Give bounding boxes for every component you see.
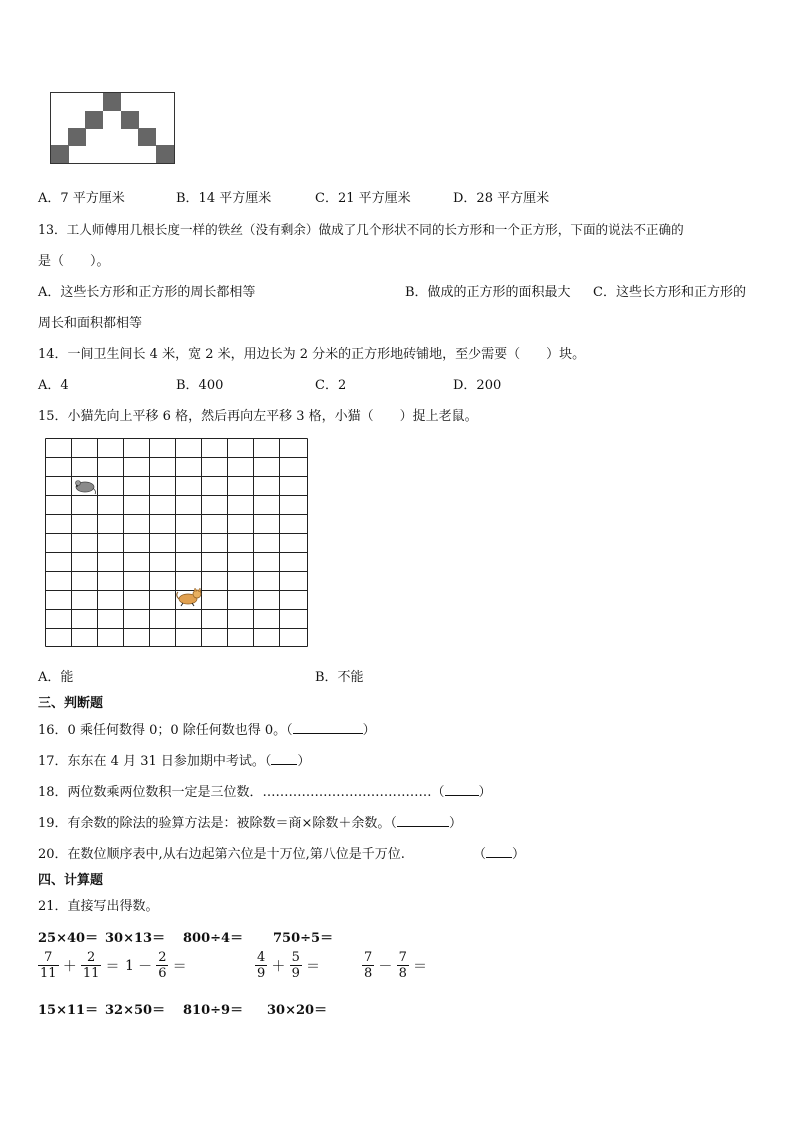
fraction — [255, 950, 267, 981]
operator: － — [138, 958, 153, 975]
q16-answer-blank[interactable] — [293, 721, 363, 734]
numerator: 7 — [364, 950, 373, 965]
q19-item — [38, 812, 462, 831]
q18-text: 18．两位数乘两位数积一定是三位数．…………………………………（ — [38, 785, 445, 800]
movement-grid — [45, 438, 309, 648]
q20-answer — [473, 843, 525, 862]
equals-sign: ＝ — [305, 958, 320, 975]
q14-option-a[interactable]: A．4 — [38, 378, 69, 393]
mouse-icon — [76, 481, 96, 495]
calc-item: 750÷5＝ — [273, 931, 334, 946]
calc-item: 800÷4＝ — [183, 931, 244, 946]
q17-close-paren: ） — [297, 754, 311, 769]
q20-text: 20．在数位顺序表中,从右边起第六位是十万位,第八位是千万位. — [38, 847, 405, 862]
fraction-expression-4 — [362, 950, 427, 981]
q14-option-d[interactable]: D．200 — [453, 378, 502, 393]
q15-option-a[interactable]: A．能 — [38, 670, 74, 685]
denominator: 6 — [158, 966, 167, 981]
q13-stem-line2: 是（ ）。 — [38, 254, 110, 269]
numerator: 4 — [257, 950, 266, 965]
equals-sign: ＝ — [412, 958, 427, 975]
denominator: 8 — [398, 966, 407, 981]
q20-open-paren: （ — [473, 847, 487, 862]
denominator: 9 — [257, 966, 266, 981]
q18-answer-blank[interactable] — [445, 783, 479, 796]
fraction — [38, 950, 59, 981]
shaded-square — [103, 93, 121, 111]
fraction — [362, 950, 374, 981]
calc-item: 15×11＝ — [38, 1003, 99, 1018]
operator: ＋ — [62, 958, 77, 975]
q16-item — [38, 719, 376, 738]
denominator: 11 — [82, 966, 100, 981]
calc-item: 25×40＝ — [38, 931, 99, 946]
calc-item: 810÷9＝ — [183, 1003, 244, 1018]
numerator: 7 — [38, 950, 59, 966]
q12-option-a[interactable]: A．7 平方厘米 — [38, 191, 125, 206]
q14-option-c[interactable]: C．2 — [315, 378, 347, 393]
q13-option-c[interactable]: C．这些长方形和正方形的 — [593, 285, 746, 300]
numerator: 2 — [158, 950, 167, 965]
q20-item — [38, 843, 405, 862]
q19-answer-blank[interactable] — [397, 814, 449, 827]
staircase-squares-figure — [50, 92, 175, 164]
q13-option-a[interactable]: A．这些长方形和正方形的周长都相等 — [38, 285, 256, 300]
shaded-square — [121, 111, 139, 129]
q15-stem: 15．小猫先向上平移 6 格，然后再向左平移 3 格，小猫（ ）捉上老鼠。 — [38, 409, 478, 424]
section-3-title: 三、判断题 — [38, 696, 104, 711]
q21-stem: 21．直接写出得数。 — [38, 899, 159, 914]
numerator: 5 — [291, 950, 300, 965]
equals-sign: ＝ — [105, 958, 120, 975]
shaded-square — [138, 128, 156, 146]
q18-close-paren: ） — [478, 785, 492, 800]
q13-stem-line1: 13．工人师傅用几根长度一样的铁丝（没有剩余）做成了几个形状不同的长方形和一个正方形，下面的说法不正确的 — [38, 222, 684, 237]
fraction-expression-3 — [255, 950, 320, 981]
shaded-square — [68, 128, 86, 146]
fraction — [156, 950, 168, 981]
denominator: 11 — [40, 966, 57, 981]
q13-option-c-continued: 周长和面积都相等 — [38, 316, 143, 331]
calc-item: 32×50＝ — [105, 1003, 166, 1018]
q15-option-b[interactable]: B．不能 — [315, 670, 364, 685]
fraction — [397, 950, 409, 981]
calc-item: 30×20＝ — [267, 1003, 328, 1018]
q14-option-b[interactable]: B．400 — [176, 378, 224, 393]
q14-stem: 14．一间卫生间长 4 米，宽 2 米，用边长为 2 分米的正方形地砖铺地，至少需要（ ）块。 — [38, 347, 586, 362]
numerator: 7 — [398, 950, 407, 965]
q17-text: 17．东东在 4 月 31 日参加期中考试。（ — [38, 754, 272, 769]
denominator: 9 — [291, 966, 300, 981]
q12-option-d[interactable]: D．28 平方厘米 — [453, 191, 550, 206]
fraction-expression-1 — [38, 950, 120, 981]
q17-answer-blank[interactable] — [271, 752, 297, 765]
shaded-square — [156, 145, 174, 163]
q19-text: 19．有余数的除法的验算方法是：被除数＝商×除数＋余数。（ — [38, 816, 397, 831]
denominator: 8 — [364, 966, 373, 981]
shaded-square — [85, 111, 103, 129]
whole-number: 1 — [125, 957, 134, 974]
q16-close-paren: ） — [362, 723, 376, 738]
grid-lines — [46, 439, 308, 647]
q17-item — [38, 750, 310, 769]
q18-item — [38, 781, 492, 800]
operator: ＋ — [271, 958, 286, 975]
numerator: 2 — [81, 950, 102, 966]
section-4-title: 四、计算题 — [38, 873, 104, 888]
q12-option-b[interactable]: B．14 平方厘米 — [176, 191, 272, 206]
q20-close-paren: ） — [512, 847, 526, 862]
q12-option-c[interactable]: C．21 平方厘米 — [315, 191, 411, 206]
equals-sign: ＝ — [172, 958, 187, 975]
q20-answer-blank[interactable] — [486, 845, 512, 858]
q19-close-paren: ） — [448, 816, 462, 831]
operator: － — [378, 958, 393, 975]
calc-item: 30×13＝ — [105, 931, 166, 946]
shaded-square — [51, 145, 69, 163]
q16-text: 16．0 乘任何数得 0；0 除任何数也得 0。（ — [38, 723, 293, 738]
q13-option-b[interactable]: B．做成的正方形的面积最大 — [405, 285, 571, 300]
fraction-expression-2 — [125, 950, 187, 981]
fraction — [290, 950, 302, 981]
fraction — [81, 950, 102, 981]
